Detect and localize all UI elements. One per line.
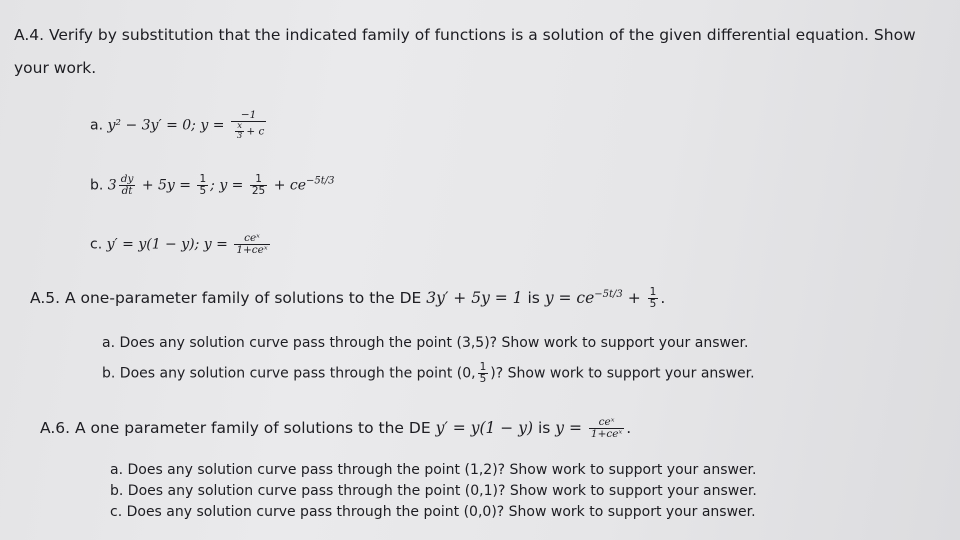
fraction-denominator	[231, 122, 266, 141]
fraction-numerator: −1	[231, 110, 266, 122]
part-a-equation: y² − 3y′ = 0; y =	[107, 117, 225, 134]
part-b-label: b.	[90, 177, 104, 194]
a5-exponent: −5t/3	[594, 289, 623, 301]
problem-a5-question-b	[102, 362, 755, 385]
one-fifth-fraction	[478, 362, 489, 385]
part-a-solution-fraction	[231, 110, 266, 141]
numerator: ceˣ	[589, 417, 624, 429]
x-over-3-fraction	[235, 122, 244, 141]
numerator: 1	[199, 173, 207, 185]
problem-a4-instructions-line2: your work.	[14, 59, 97, 77]
part-b-middle: + 5y =	[141, 177, 192, 194]
numerator: 1	[250, 174, 267, 186]
problem-a6-question-a: a. Does any solution curve pass through the point (1,2)? Show work to support your answer.	[110, 462, 757, 478]
denominator: 5	[199, 185, 207, 198]
a6-solution-fraction	[589, 417, 624, 440]
denominator-tail: + c	[246, 125, 265, 138]
problem-a6-statement	[40, 417, 631, 440]
a5-intro: A.5. A one-parameter family of solutions to the DE	[30, 289, 422, 308]
part-a-label: a.	[90, 117, 104, 134]
dy-dt-fraction	[119, 174, 136, 197]
a5-differential-equation: 3y′ + 5y = 1	[426, 289, 523, 308]
a6-period: .	[626, 419, 632, 438]
denominator: 1+ceˣ	[590, 428, 623, 441]
a6-differential-equation: y′ = y(1 − y)	[435, 419, 534, 438]
a6-intro: A.6. A one parameter family of solutions to the DE	[40, 419, 431, 438]
a5-solution: y = ce	[544, 289, 595, 308]
a6-is: is	[537, 419, 551, 438]
numerator: 1	[479, 361, 487, 373]
inner-numerator: x	[235, 122, 244, 132]
dy: dy	[120, 173, 134, 185]
question-b-prefix: b. Does any solution curve pass through the point (0,	[102, 365, 476, 382]
part-b-coefficient: 3	[107, 177, 117, 194]
a5-is: is	[527, 289, 540, 308]
part-c-label: c.	[90, 236, 103, 253]
inner-denominator: 3	[236, 130, 243, 141]
denominator: 1+ceˣ	[236, 244, 268, 257]
problem-a6-question-c: c. Does any solution curve pass through the point (0,0)? Show work to support your answer.	[110, 504, 756, 520]
problem-a4-part-b	[90, 174, 335, 197]
denominator: 5	[479, 373, 487, 386]
part-b-tail: + ce	[273, 177, 307, 194]
problem-a6-question-b: b. Does any solution curve pass through the point (0,1)? Show work to support your answer.	[110, 483, 757, 499]
problem-a5-statement	[30, 287, 665, 310]
a6-solution: y =	[555, 419, 582, 438]
problem-a4-instructions-line1: A.4. Verify by substitution that the indicated family of functions is a solution of the given differential equation. Show	[14, 26, 916, 44]
denominator: 25	[251, 185, 266, 198]
part-c-equation: y′ = y(1 − y); y =	[106, 236, 228, 253]
a5-one-fifth-fraction	[648, 287, 659, 310]
a5-period: .	[660, 289, 666, 308]
numerator: ceˣ	[234, 233, 269, 245]
problem-a4-part-c	[90, 233, 272, 256]
problem-a5-question-a: a. Does any solution curve pass through the point (3,5)? Show work to support your answer.	[102, 335, 749, 351]
dt: dt	[121, 185, 133, 198]
problem-a4-part-a	[90, 110, 268, 141]
part-c-solution-fraction	[234, 233, 269, 256]
a5-plus: +	[627, 289, 641, 308]
one-25th-fraction	[250, 174, 267, 197]
one-fifth-fraction	[197, 174, 208, 197]
numerator: 1	[649, 286, 657, 298]
part-b-separator: ; y =	[210, 177, 244, 194]
part-b-exponent: −5t/3	[306, 175, 335, 187]
question-b-suffix: )? Show work to support your answer.	[490, 365, 755, 382]
denominator: 5	[649, 298, 657, 311]
